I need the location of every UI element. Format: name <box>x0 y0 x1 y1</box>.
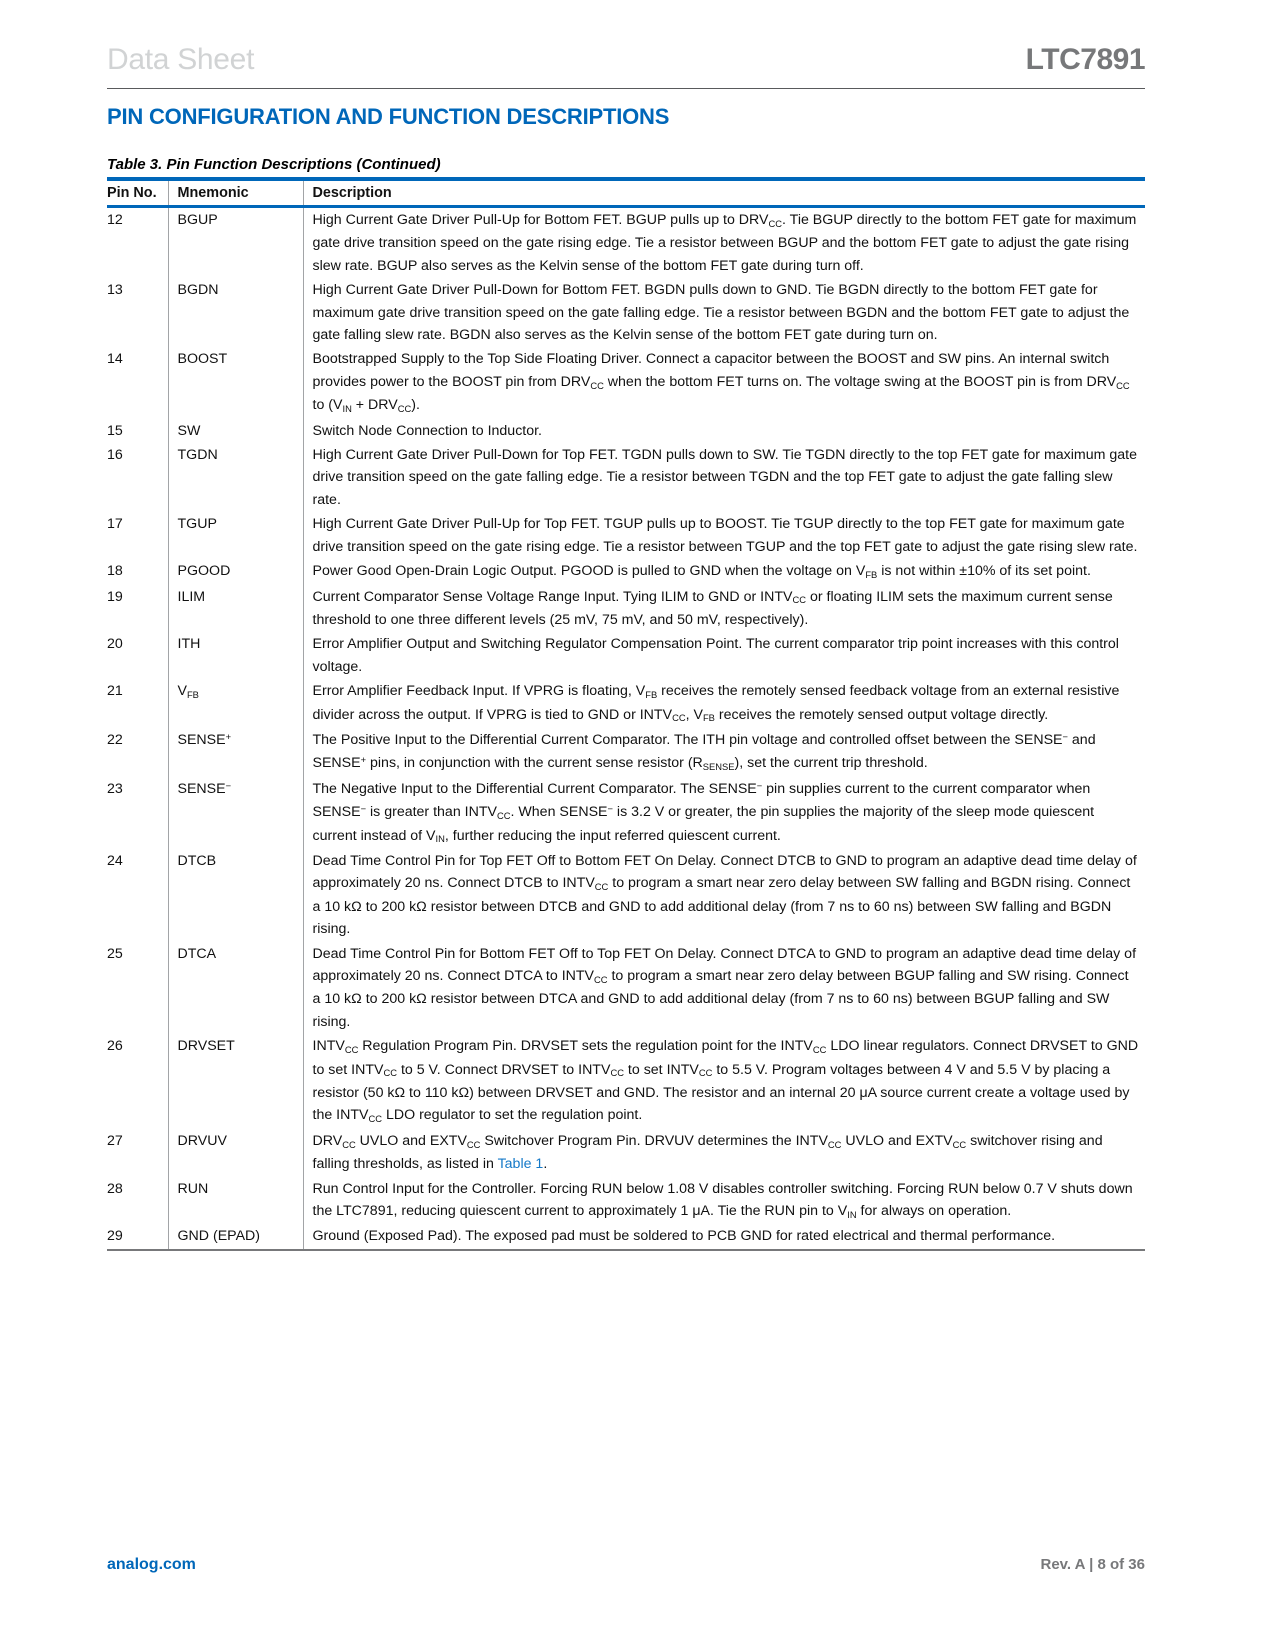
pin-no-cell: 15 <box>107 422 123 439</box>
page-footer <box>107 1556 1145 1574</box>
description-cell: High Current Gate Driver Pull-Up for Top FET. TGUP pulls up to BOOST. Tie TGUP directly to the top FET gate for maximum gate drive transition speed on the gate rising edge. Tie a resistor between TGUP and the top FET gate to adjust the gate rising slew rate. <box>303 512 1145 559</box>
pin-no-cell: 28 <box>107 1180 123 1197</box>
mnemonic-cell: SENSE− <box>168 777 303 849</box>
table-row <box>107 207 1145 279</box>
page-header <box>107 44 1145 76</box>
pin-no-cell: 27 <box>107 1132 123 1149</box>
table-row <box>107 849 1145 942</box>
pin-table-body <box>107 207 1145 1250</box>
description-cell: Power Good Open-Drain Logic Output. PGOOD is pulled to GND when the voltage on $V_{FB}$ is not within ±10% of its set point. <box>303 559 1145 584</box>
table-row <box>107 1034 1145 1129</box>
pin-no-cell: 23 <box>107 780 123 797</box>
pin-no-cell: 29 <box>107 1224 168 1249</box>
description-cell: High Current Gate Driver Pull-Up for Bottom FET. BGUP pulls up to $DRV_{CC}$. Tie BGUP directly to the bottom FET gate for maximum gate drive transition speed on the gate rising edge. Tie a resistor between BGUP and the bottom FET gate to adjust the gate rising slew rate. BGUP also serves as the Kelvin sense of the bottom FET gate during turn off. <box>303 207 1145 279</box>
mnemonic-cell: DRVSET <box>168 1034 303 1129</box>
mnemonic-cell: BOOST <box>168 347 303 418</box>
description-cell: $INTV_{CC}$ Regulation Program Pin. DRVSET sets the regulation point for the $INTV_{CC}$ LDO linear regulators. Connect DRVSET to GND to set $INTV_{CC}$ to 5 V. Connect DRVSET to $INTV_{CC}$ to set $INTV_{CC}$ to 5.5 V. Program voltages between 4 V and 5.5 V by placing a resistor (50 kΩ to 110 kΩ) between DRVSET and GND. The resistor and an internal 20 μA source current create a voltage used by the $INTV_{CC}$ LDO regulator to set the regulation point. <box>303 1034 1145 1129</box>
description-cell: Dead Time Control Pin for Bottom FET Off to Top FET On Delay. Connect DTCA to GND to program an adaptive dead time delay of approximately 20 ns. Connect DTCA to $INTV_{CC}$ to program a smart near zero delay between BGUP falling and SW rising. Connect a 10 kΩ to 200 kΩ resistor between DTCA and GND to add additional delay (from 7 ns to 60 ns) between BGUP falling and SW rising. <box>303 942 1145 1035</box>
pin-no-cell: 22 <box>107 731 123 748</box>
table-row <box>107 278 1145 347</box>
pin-no-cell: 25 <box>107 945 123 962</box>
mnemonic-cell: SENSE+ <box>168 728 303 777</box>
description-cell: High Current Gate Driver Pull-Down for Top FET. TGDN pulls down to SW. Tie TGDN directly to the top FET gate for maximum gate drive transition speed on the gate falling edge. Tie a resistor between TGDN and the top FET gate to adjust the gate falling slew rate. <box>303 443 1145 512</box>
mnemonic-cell: RUN <box>168 1177 303 1225</box>
mnemonic-cell: GND (EPAD) <box>168 1224 303 1249</box>
revision-page-label: Rev. A | 8 of 36 <box>1040 1556 1145 1573</box>
header-divider <box>107 88 1145 89</box>
part-number-label: LTC7891 <box>1025 43 1145 76</box>
table-row <box>107 632 1145 679</box>
pin-no-cell: 26 <box>107 1038 123 1055</box>
mnemonic-cell: DRVUV <box>168 1129 303 1177</box>
table-row <box>107 1177 1145 1225</box>
table-row <box>107 347 1145 418</box>
pin-no-cell: 17 <box>107 516 123 533</box>
pin-no-cell: 16 <box>107 447 123 464</box>
description-cell: High Current Gate Driver Pull-Down for Bottom FET. BGDN pulls down to GND. Tie BGDN directly to the bottom FET gate for maximum gate drive transition speed on the gate falling edge. Tie a resistor between BGDN and the bottom FET gate to adjust the gate falling slew rate. BGDN also serves as the Kelvin sense of the bottom FET gate during turn on. <box>303 278 1145 347</box>
doc-type-label: Data Sheet <box>107 43 255 76</box>
mnemonic-cell: TGUP <box>168 512 303 559</box>
mnemonic-cell: SW <box>168 419 303 443</box>
mnemonic-cell: TGDN <box>168 443 303 512</box>
mnemonic-cell: DTCB <box>168 849 303 942</box>
description-cell: The Positive Input to the Differential Current Comparator. The ITH pin voltage and controlled offset between the SENSE− and SENSE+ pins, in conjunction with the current sense resistor $(R_{SENSE})$, set the current trip threshold. <box>303 728 1145 777</box>
table-row <box>107 1224 1145 1249</box>
mnemonic-cell: ILIM <box>168 585 303 633</box>
description-cell: Bootstrapped Supply to the Top Side Floating Driver. Connect a capacitor between the BOOST and SW pins. An internal switch provides power to the BOOST pin from $DRV_{CC}$ when the bottom FET turns on. The voltage swing at the BOOST pin is from $DRV_{CC}$ to $(V_{IN} + DRV_{CC})$. <box>303 347 1145 418</box>
table-row <box>107 1129 1145 1177</box>
table-row <box>107 512 1145 559</box>
mnemonic-cell: DTCA <box>168 942 303 1035</box>
description-cell: Run Control Input for the Controller. Forcing RUN below 1.08 V disables controller switching. Forcing RUN below 0.7 V shuts down the LTC7891, reducing quiescent current to approximately 1 μA. Tie the RUN pin to $V_{IN}$ for always on operation. <box>303 1177 1145 1225</box>
column-header-mnemonic: Mnemonic <box>168 179 303 207</box>
table-title: Table 3. Pin Function Descriptions (Continued) <box>107 156 441 173</box>
pin-no-cell: 19 <box>107 588 123 605</box>
description-cell: Error Amplifier Feedback Input. If VPRG is floating, $V_{FB}$ receives the remotely sensed feedback voltage from an external resistive divider across the output. If VPRG is tied to GND or $INTV_{CC}$, $V_{FB}$ receives the remotely sensed output voltage directly. <box>303 679 1145 728</box>
table-row <box>107 777 1145 849</box>
description-cell: Ground (Exposed Pad). The exposed pad must be soldered to PCB GND for rated electrical and thermal performance. <box>303 1224 1145 1249</box>
description-cell: Dead Time Control Pin for Top FET Off to Bottom FET On Delay. Connect DTCB to GND to program an adaptive dead time delay of approximately 20 ns. Connect DTCB to $INTV_{CC}$ to program a smart near zero delay between SW falling and BGDN rising. Connect a 10 kΩ to 200 kΩ resistor between DTCB and GND to add additional delay (from 7 ns to 60 ns) between SW falling and BGDN rising. <box>303 849 1145 942</box>
description-cell: Switch Node Connection to Inductor. <box>303 419 1145 443</box>
table-1-link[interactable]: Table 1 <box>497 1156 544 1173</box>
pin-no-cell: 13 <box>107 282 123 299</box>
mnemonic-cell: BGUP <box>168 207 303 279</box>
header-row <box>107 179 1145 207</box>
pin-no-cell: 12 <box>107 212 123 228</box>
table-row <box>107 679 1145 728</box>
description-cell: $DRV_{CC}$ UVLO and $EXTV_{CC}$ Switchover Program Pin. DRVUV determines the $INTV_{CC}$ UVLO and $EXTV_{CC}$ switchover rising and falling thresholds, as listed in Table 1. <box>303 1129 1145 1177</box>
table-row <box>107 585 1145 633</box>
table-row <box>107 443 1145 512</box>
table-row <box>107 559 1145 584</box>
table-row <box>107 942 1145 1035</box>
description-cell: Error Amplifier Output and Switching Regulator Compensation Point. The current comparator trip point increases with this control voltage. <box>303 632 1145 679</box>
pin-no-cell: 18 <box>107 563 123 580</box>
pin-table-head <box>107 179 1145 207</box>
description-cell: Current Comparator Sense Voltage Range Input. Tying ILIM to GND or $INTV_{CC}$ or floating ILIM sets the maximum current sense threshold to one three different levels (25 mV, 75 mV, and 50 mV, respectively). <box>303 585 1145 633</box>
mnemonic-cell: PGOOD <box>168 559 303 584</box>
column-header-description: Description <box>303 179 1145 207</box>
section-title: PIN CONFIGURATION AND FUNCTION DESCRIPTIONS <box>107 104 670 129</box>
mnemonic-cell: $V_{FB}$ <box>168 679 303 728</box>
pin-no-cell: 20 <box>107 636 123 653</box>
pin-no-cell: 21 <box>107 683 123 700</box>
table-row <box>107 728 1145 777</box>
analog-com-link[interactable]: analog.com <box>107 1556 196 1573</box>
table-row <box>107 419 1145 443</box>
description-cell: The Negative Input to the Differential Current Comparator. The SENSE− pin supplies current to the current comparator when SENSE− is greater than $INTV_{CC}$. When SENSE− is 3.2 V or greater, the pin supplies the majority of the sleep mode quiescent current instead of $V_{IN}$, further reducing the input referred quiescent current. <box>303 777 1145 849</box>
pin-no-cell: 14 <box>107 351 123 368</box>
mnemonic-cell: ITH <box>168 632 303 679</box>
column-header-pin-no: Pin No. <box>107 185 157 201</box>
pin-function-table <box>107 177 1145 1251</box>
mnemonic-cell: BGDN <box>168 278 303 347</box>
pin-no-cell: 24 <box>107 852 123 869</box>
